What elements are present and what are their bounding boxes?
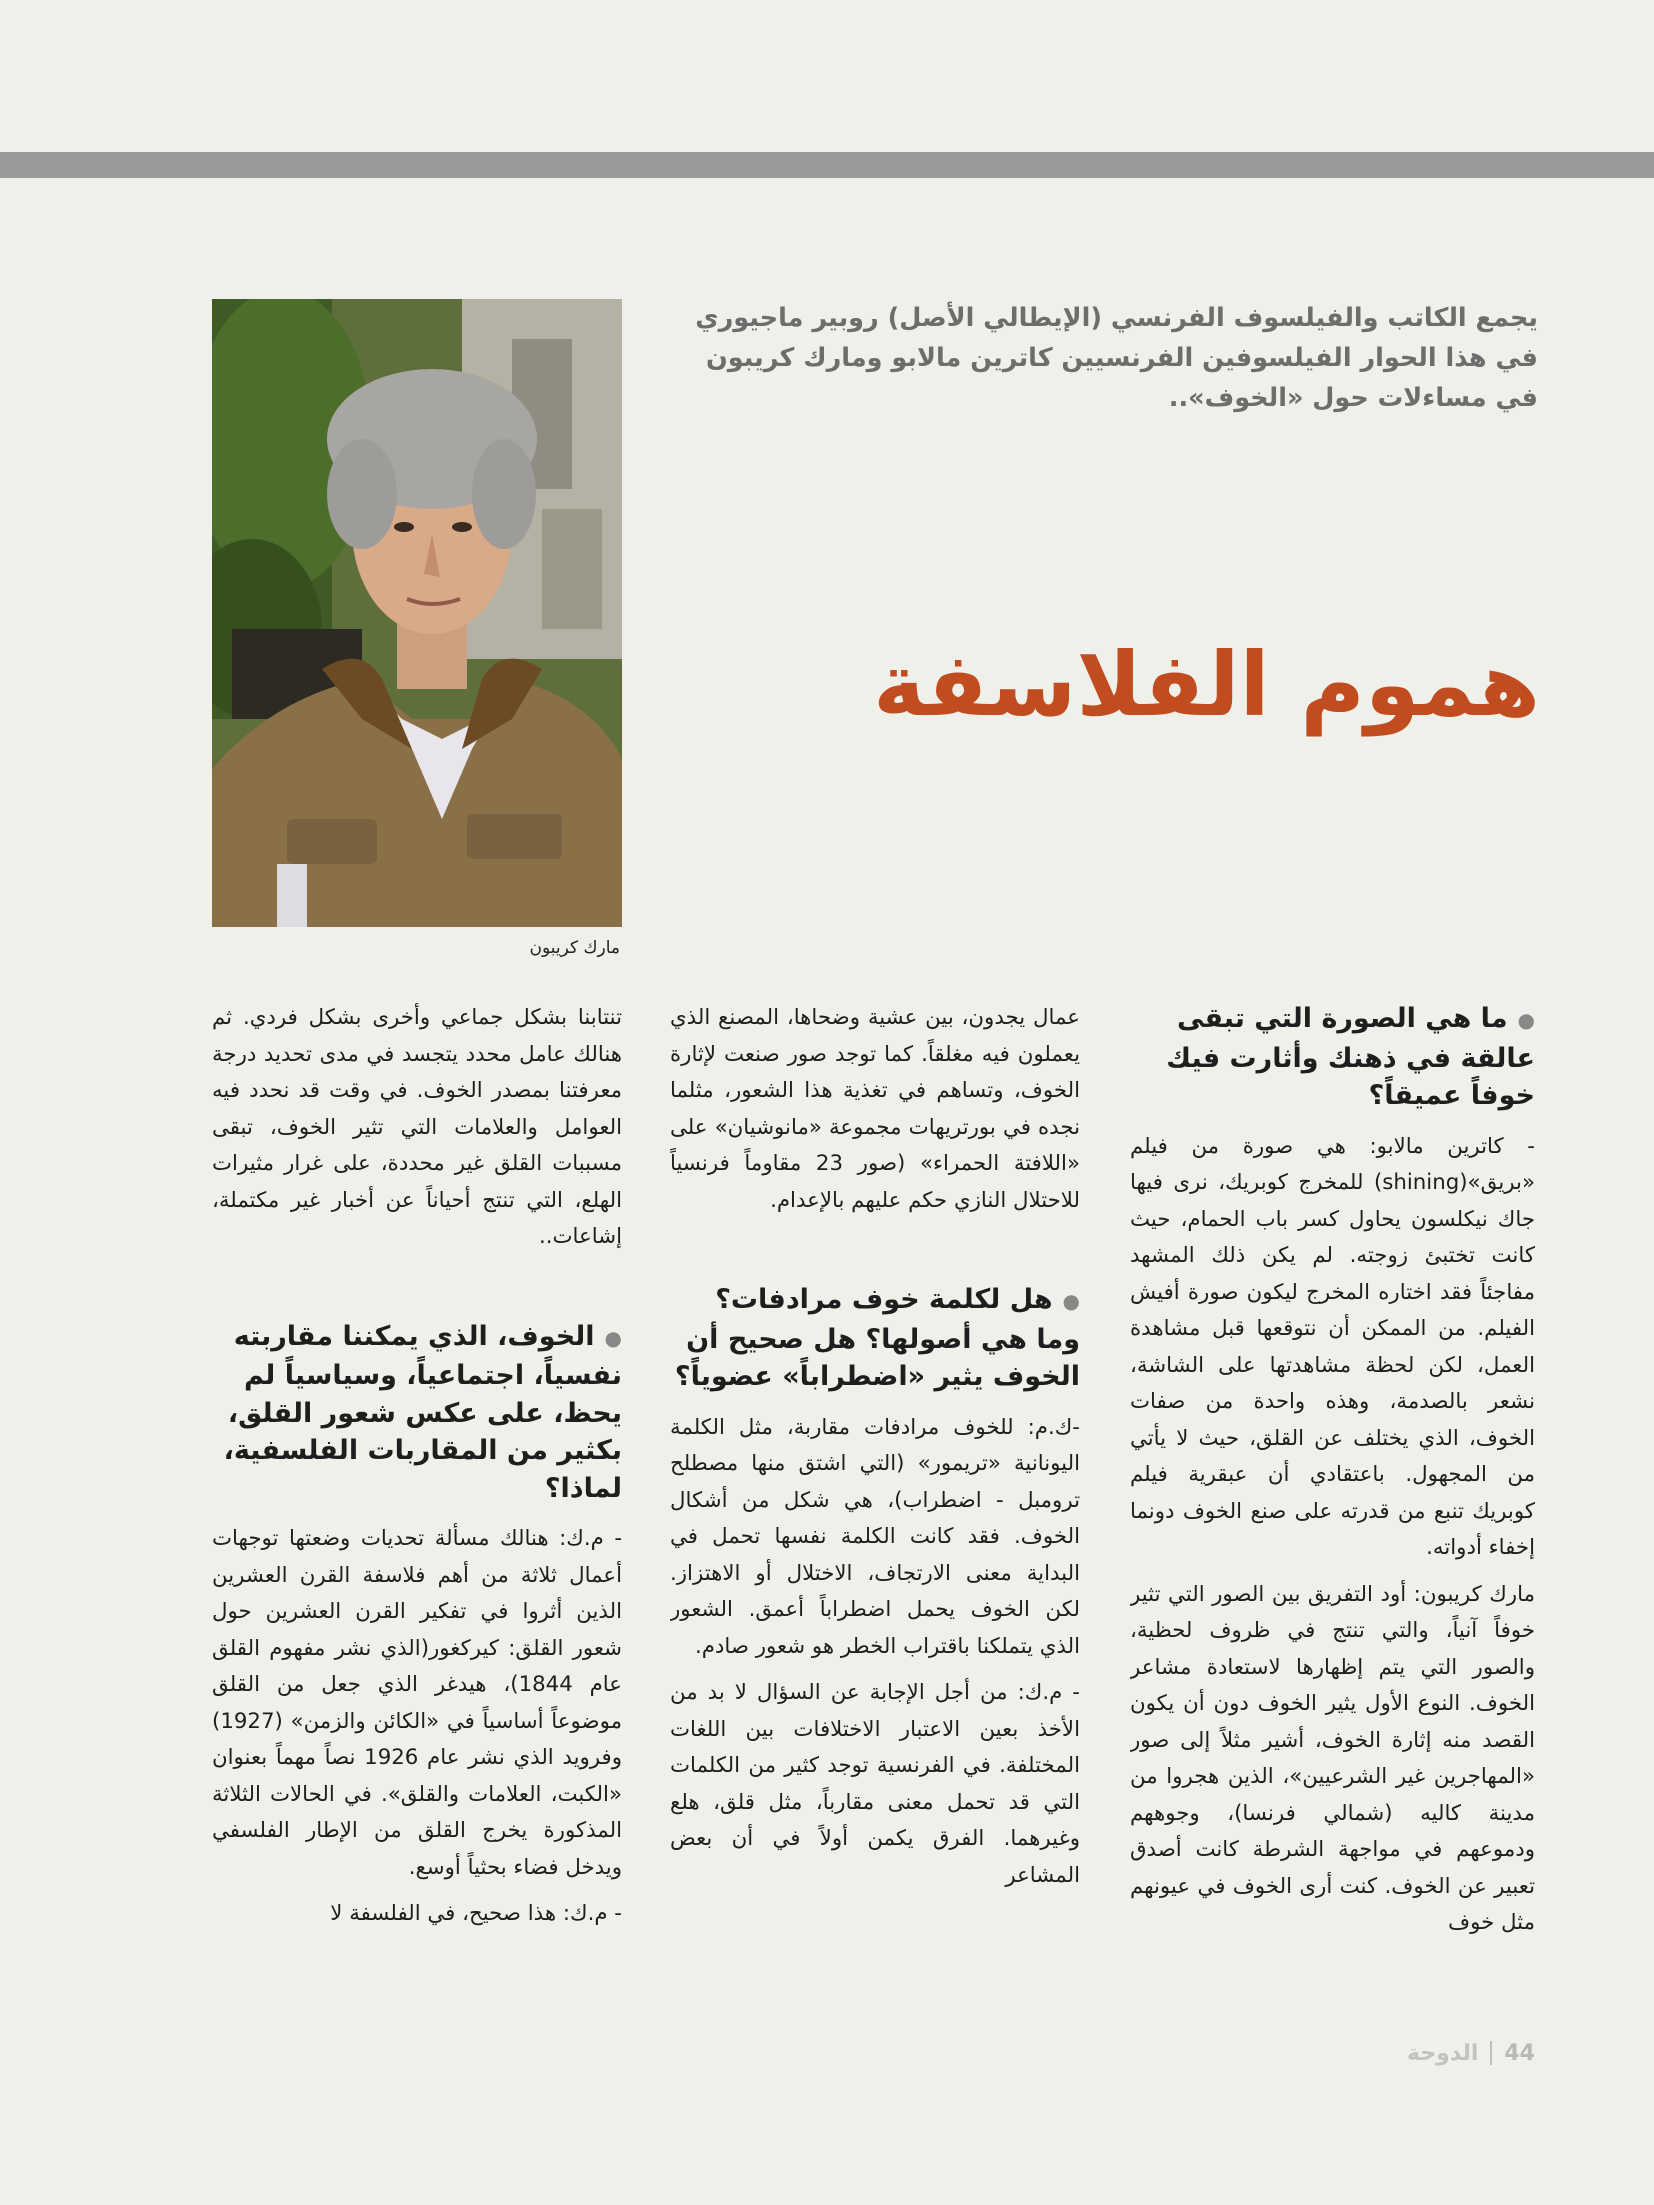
paragraph: تنتابنا بشكل جماعي وأخرى بشكل فردي. ثم هنالك عامل محدد يتجسد في مدى تحديد درجة معرفتنا بمصدر الخوف. في وقت قد نحدد فيه العوامل والعلامات التي تثير الخوف، تبقى مسببات القلق غير محددة، على غرار مثيرات الهلع، التي تنتج أحياناً عن أخبار غير مكتملة، إشاعات.. xyxy=(212,1005,622,1249)
paragraph: - م.ك: هذا صحيح، في الفلسفة لا xyxy=(330,1901,622,1926)
paragraph: - م.ك: هنالك مسألة تحديات وضعتها توجهات أعمال ثلاثة من أهم فلاسفة القرن العشرين الذين أثروا في تفكير القرن العشرين حول شعور القلق: كيركغور(الذي نشر مفهوم القلق عام 1844)، هيدغر الذي جعل من القلق موضوعاً أساسياً في «الكائن والزمن» (1927) وفرويد الذي نشر عام 1926 نصاً مهماً بعنوان «الكبت، العلامات والقلق». في الحالات الثلاثة المذكورة يخرج القلق من الإطار الفلسفي ويدخل فضاء بحثياً أوسع. xyxy=(212,1526,622,1880)
top-bar xyxy=(0,152,1654,178)
article-column-left xyxy=(212,1000,622,2060)
question-heading xyxy=(670,1281,1080,1396)
question-heading xyxy=(212,1318,622,1508)
photo-caption: مارك كريبون xyxy=(529,938,620,958)
paragraph: -ك.م: للخوف مرادفات مقاربة، مثل الكلمة اليونانية «تريمور» (التي اشتق منها مصطلح ترومبل - اضطراب)، هي شكل من أشكال الخوف. فقد كانت الكلمة نفسها تحمل في البداية معنى الارتجاف، الاختلال أو الاهتزاز. لكن الخوف يحمل اضطراباً أعمق. الشعور الذي يتملكنا باقتراب الخطر هو شعور صادم. xyxy=(670,1414,1080,1659)
article-column-right xyxy=(1130,1000,1535,2060)
portrait-photo xyxy=(212,299,622,927)
article-intro: يجمع الكاتب والفيلسوف الفرنسي (الإيطالي الأصل) روبير ماجيوري في هذا الحوار الفيلسوفين الفرنسيين كاترين مالابو ومارك كريبون في مساءلات حول «الخوف».. xyxy=(695,303,1538,413)
bullet-icon: ● xyxy=(1062,1289,1080,1313)
bullet-icon: ● xyxy=(604,1325,622,1350)
question-heading xyxy=(1130,1000,1535,1115)
paragraph: عمال يجدون، بين عشية وضحاها، المصنع الذي يعملون فيه مغلقاً. كما توجد صور صنعت لإثارة الخوف، وتساهم في تغذية هذا الشعور، مثلما نجده في بورتريهات مجموعة «مانوشيان» على «اللافتة الحمراء» (صور 23 مقاوماً فرنسياً للاحتلال النازي حكم عليهم بالإعدام. xyxy=(670,1005,1080,1213)
question-text: الخوف، الذي يمكننا مقاربته نفسياً، اجتماعياً، وسياسياً لم يحظ، على عكس شعور القلق، بكثير من المقاربات الفلسفية، لماذا؟ xyxy=(223,1320,622,1504)
paragraph: مارك كريبون: أود التفريق بين الصور التي تثير خوفاً آنياً، والتي تنتج في ظروف لحظية، والصور التي يتم إظهارها لاستعادة مشاعر الخوف. النوع الأول يثير الخوف دون أن يكون القصد منه إثارة الخوف، أشير مثلاً إلى صور «المهاجرين غير الشرعيين»، الذين هجروا من مدينة كاليه (شمالي فرنسا)، وجوههم ودموعهم في مواجهة الشرطة كانت أصدق تعبير عن الخوف. كنت أرى الخوف في عيونهم مثل خوف xyxy=(1130,1581,1535,1935)
bullet-icon: ● xyxy=(1517,1008,1535,1032)
question-text: هل لكلمة خوف مرادفات؟ وما هي أصولها؟ هل صحيح أن الخوف يثير «اضطراباً» عضوياً؟ xyxy=(674,1284,1080,1392)
paragraph: - كاترين مالابو: هي صورة من فيلم «بريق»(shining) للمخرج كوبريك، نرى فيها جاك نيكلسون يحاول كسر باب الحمام، حيث كانت تختبئ زوجته. لم يكن ذلك المشهد مفاجئاً فقد اختاره المخرج ليكون صورة أفيش الفيلم. من الممكن أن نتوقعها قبل مشاهدة العمل، لكن لحظة مشاهدتها على الشاشة، نشعر بالصدمة، وهذه واحدة من صفات الخوف، الذي يختلف عن القلق، حيث لا يأتي من المجهول. باعتقادي أن عبقرية فيلم كوبريك تنبع من قدرته على صنع الخوف دونما إخفاء أدواته. xyxy=(1130,1133,1535,1560)
article-column-middle xyxy=(670,1000,1080,2060)
page-footer xyxy=(1375,2033,1535,2073)
page-number: 44 xyxy=(1504,2040,1535,2066)
article-title: هموم الفلاسفة xyxy=(873,633,1540,736)
footer-divider xyxy=(1490,2041,1492,2065)
question-text: ما هي الصورة التي تبقى عالقة في ذهنك وأثارت فيك خوفاً عميقاً؟ xyxy=(1166,1003,1535,1111)
magazine-logo: الدوحة xyxy=(1406,2040,1479,2066)
paragraph: - م.ك: من أجل الإجابة عن السؤال لا بد من الأخذ بعين الاعتبار الاختلافات بين اللغات المختلفة. في الفرنسية توجد كثير من الكلمات التي قد تحمل معنى مقارباً، مثل قلق، هلع وغيرهما. الفرق يكمن أولاً في أن بعض المشاعر xyxy=(670,1680,1080,1888)
